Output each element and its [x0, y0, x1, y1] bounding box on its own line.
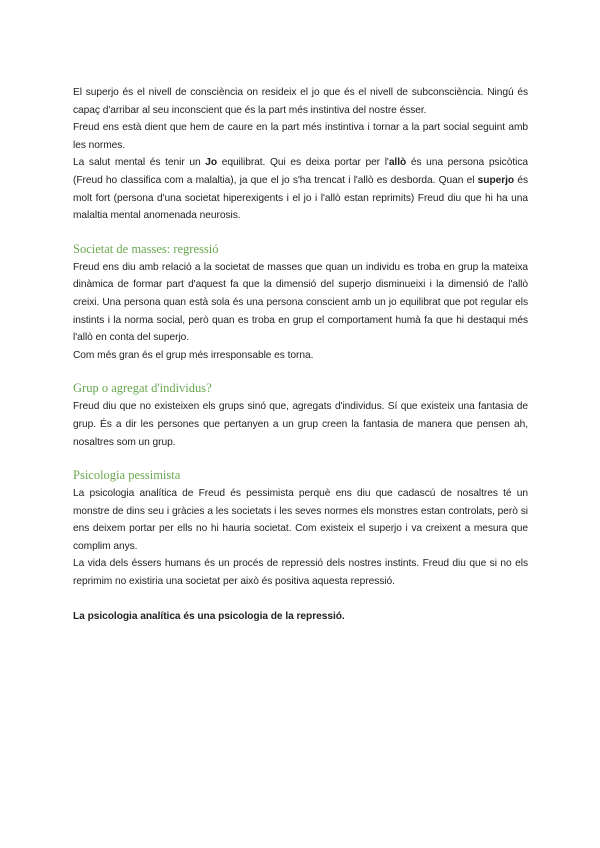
intro-text: equilibrat. Qui es deixa portar per l' — [217, 157, 389, 169]
intro-section — [73, 84, 528, 225]
bold-term-superjo: superjo — [477, 174, 515, 186]
section1-paragraph-1: Freud ens diu amb relació a la societat de masses que quan un individu es troba en grup la mateixa dinàmica de formar part d'aquest fa que la dimensió del superjo disminueixi i la dimensió de l'allò creixi. Una persona quan està sola és una persona conscient amb un jo equilibrat que pot regular els instints i la norma social, però quan es troba en grup el comportament humà fa que hi destaqui més l'allò en conta del superjo. — [73, 261, 528, 344]
section-heading-grup-o-agregat: Grup o agregat d'individus? — [73, 381, 212, 396]
section1-paragraph-2: Com més gran és el grup més irresponsable es torna. — [73, 349, 314, 361]
intro-paragraph-1 — [73, 84, 528, 119]
section2-paragraph-1: Freud diu que no existeixen els grups sinó que, agregats d'individus. Sí que existeix una fantasia de grup. És a dir les persones que pertanyen a un grup creen la fantasia de manera que pensen ah, nosaltres som un grup. — [73, 401, 528, 448]
intro-text: és molt fort (persona d'una societat hiperexigents i el jo i l'allò estan reprimits) Freud diu que hi ha una malaltia mental anomenada neurosis. — [73, 174, 528, 222]
intro-text: El superjo és el nivell de consciència on resideix el jo que és el nivell de subconsciència. — [73, 87, 488, 98]
intro-paragraph-2: Freud ens està dient que hem de caure en la part més instintiva i tornar a la part social seguint amb les normes. — [73, 122, 528, 151]
intro-text: Ningú és capaç d'arribar al seu inconscient que és la part més instintiva del nostre ésser. — [73, 87, 528, 116]
section3-paragraph-2: La vida dels éssers humans és un procés de repressió dels nostres instints. Freud diu que si no els reprimim no existiria una societat per això és positiva aquesta repressió. — [73, 558, 528, 588]
bold-term-jo: Jo — [205, 157, 218, 169]
section-heading-psicologia-pessimista: Psicologia pessimista — [73, 468, 181, 483]
intro-text: La salut mental és tenir un — [73, 157, 206, 169]
closing-statement: La psicologia analítica és una psicologia de la repressió. — [73, 610, 345, 622]
bold-term-allo: allò — [388, 157, 407, 169]
intro-paragraph-3 — [73, 154, 528, 224]
section-heading-societat-de-masses: Societat de masses: regressió — [73, 241, 219, 256]
intro-text: és una persona psicòtica (Freud ho classifica com a malaltia), ja que el jo s'ha trencat i l'allò es desborda. Quan el — [73, 157, 528, 186]
section3-paragraph-1: La psicologia analítica de Freud és pessimista perquè ens diu que cadascú de nosaltres té un monstre de dins seu i gràcies a les societats i les seves normes els monstres estan controlats, però si ens deixem portar per ells no hi hauria societat. Com existeix el superjo i va creixent a mesura que complim anys. — [73, 488, 528, 552]
